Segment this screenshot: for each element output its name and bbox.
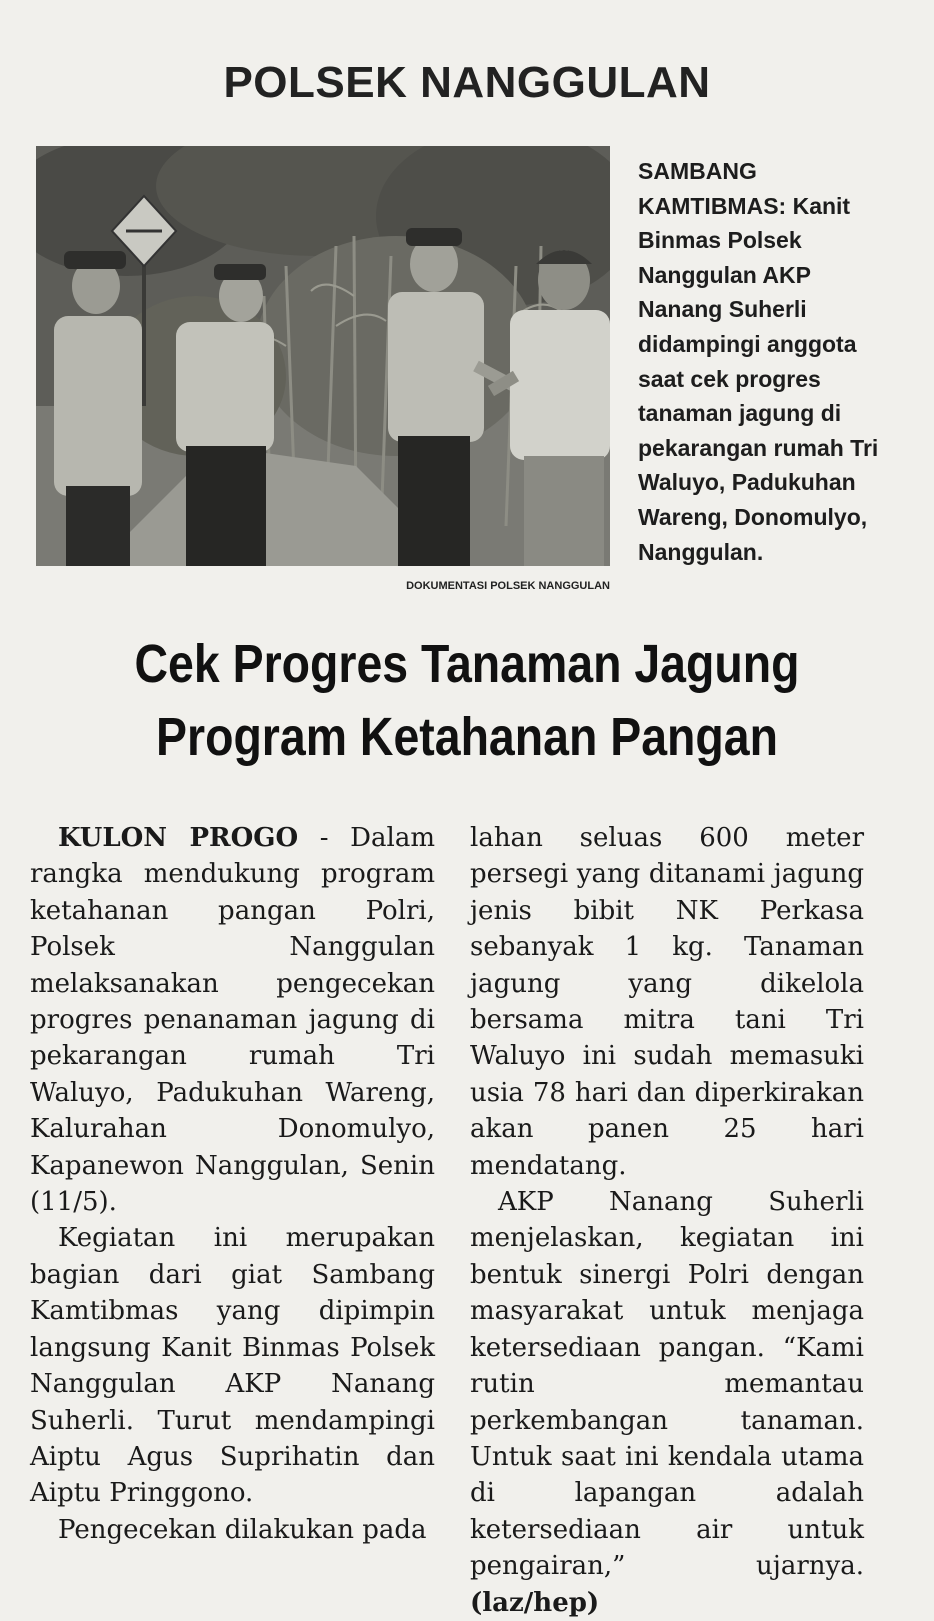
news-photo xyxy=(36,146,610,566)
headline-line-1: Cek Progres Tanaman Jagung xyxy=(134,634,800,694)
article-paragraph-3: Pengecekan dilakukan pada xyxy=(58,1514,427,1545)
caption-lead: SAMBANG KAMTIBMAS: xyxy=(638,158,787,219)
photo-caption xyxy=(638,154,900,569)
article-paragraph-4 xyxy=(470,1184,864,1621)
byline: (laz/hep) xyxy=(470,1587,600,1618)
dateline: KULON PROGO xyxy=(58,823,299,853)
headline-line-2: Program Ketahanan Pangan xyxy=(156,707,778,767)
paragraph-4-text: AKP Nanang Suherli menjelaskan, kegiatan ini bentuk sinergi Polri dengan masyarakat untuk menjaga ketersediaan pangan. “Kami rutin memantau perkembangan tanaman. Untuk saat ini kendala utama di lapangan adalah ketersediaan air untuk pengairan,” ujarnya. xyxy=(470,1187,864,1582)
paragraph-1-text: - Dalam rangka mendukung program ketahanan pangan Polri, Polsek Nanggulan melaksanakan pengecekan progres penanaman jagung di pekarangan rumah Tri Waluyo, Padukuhan Wareng, Kalurahan Donomulyo, Kapanewon Nanggulan, Senin (11/5). xyxy=(30,823,435,1218)
headline xyxy=(65,628,868,774)
article-paragraph-3-continued: lahan seluas 600 meter persegi yang ditanami jagung jenis bibit NK Perkasa sebanyak 1 kg. Tanaman jagung yang dikelola bersama mitra tani Tri Waluyo ini sudah memasuki usia 78 hari dan diperkirakan akan panen 25 hari mendatang. xyxy=(470,823,864,1181)
article-paragraph-1 xyxy=(30,820,435,1220)
section-rubric: POLSEK NANGGULAN xyxy=(223,58,711,107)
article-column-right xyxy=(470,820,864,1621)
photo-credit: DOKUMENTASI POLSEK NANGGULAN xyxy=(406,580,610,592)
article-column-left xyxy=(30,820,435,1548)
caption-text: Kanit Binmas Polsek Nanggulan AKP Nanang Suherli didampingi anggota saat cek progres tanaman jagung di pekarangan rumah Tri Waluyo, Padukuhan Wareng, Donomulyo, Nanggulan. xyxy=(638,192,879,565)
article-paragraph-2: Kegiatan ini merupakan bagian dari giat Sambang Kamtibmas yang dipimpin langsung Kanit Binmas Polsek Nanggulan AKP Nanang Suherli. Turut mendampingi Aiptu Agus Suprihatin dan Aiptu Pringgono. xyxy=(30,1223,435,1509)
